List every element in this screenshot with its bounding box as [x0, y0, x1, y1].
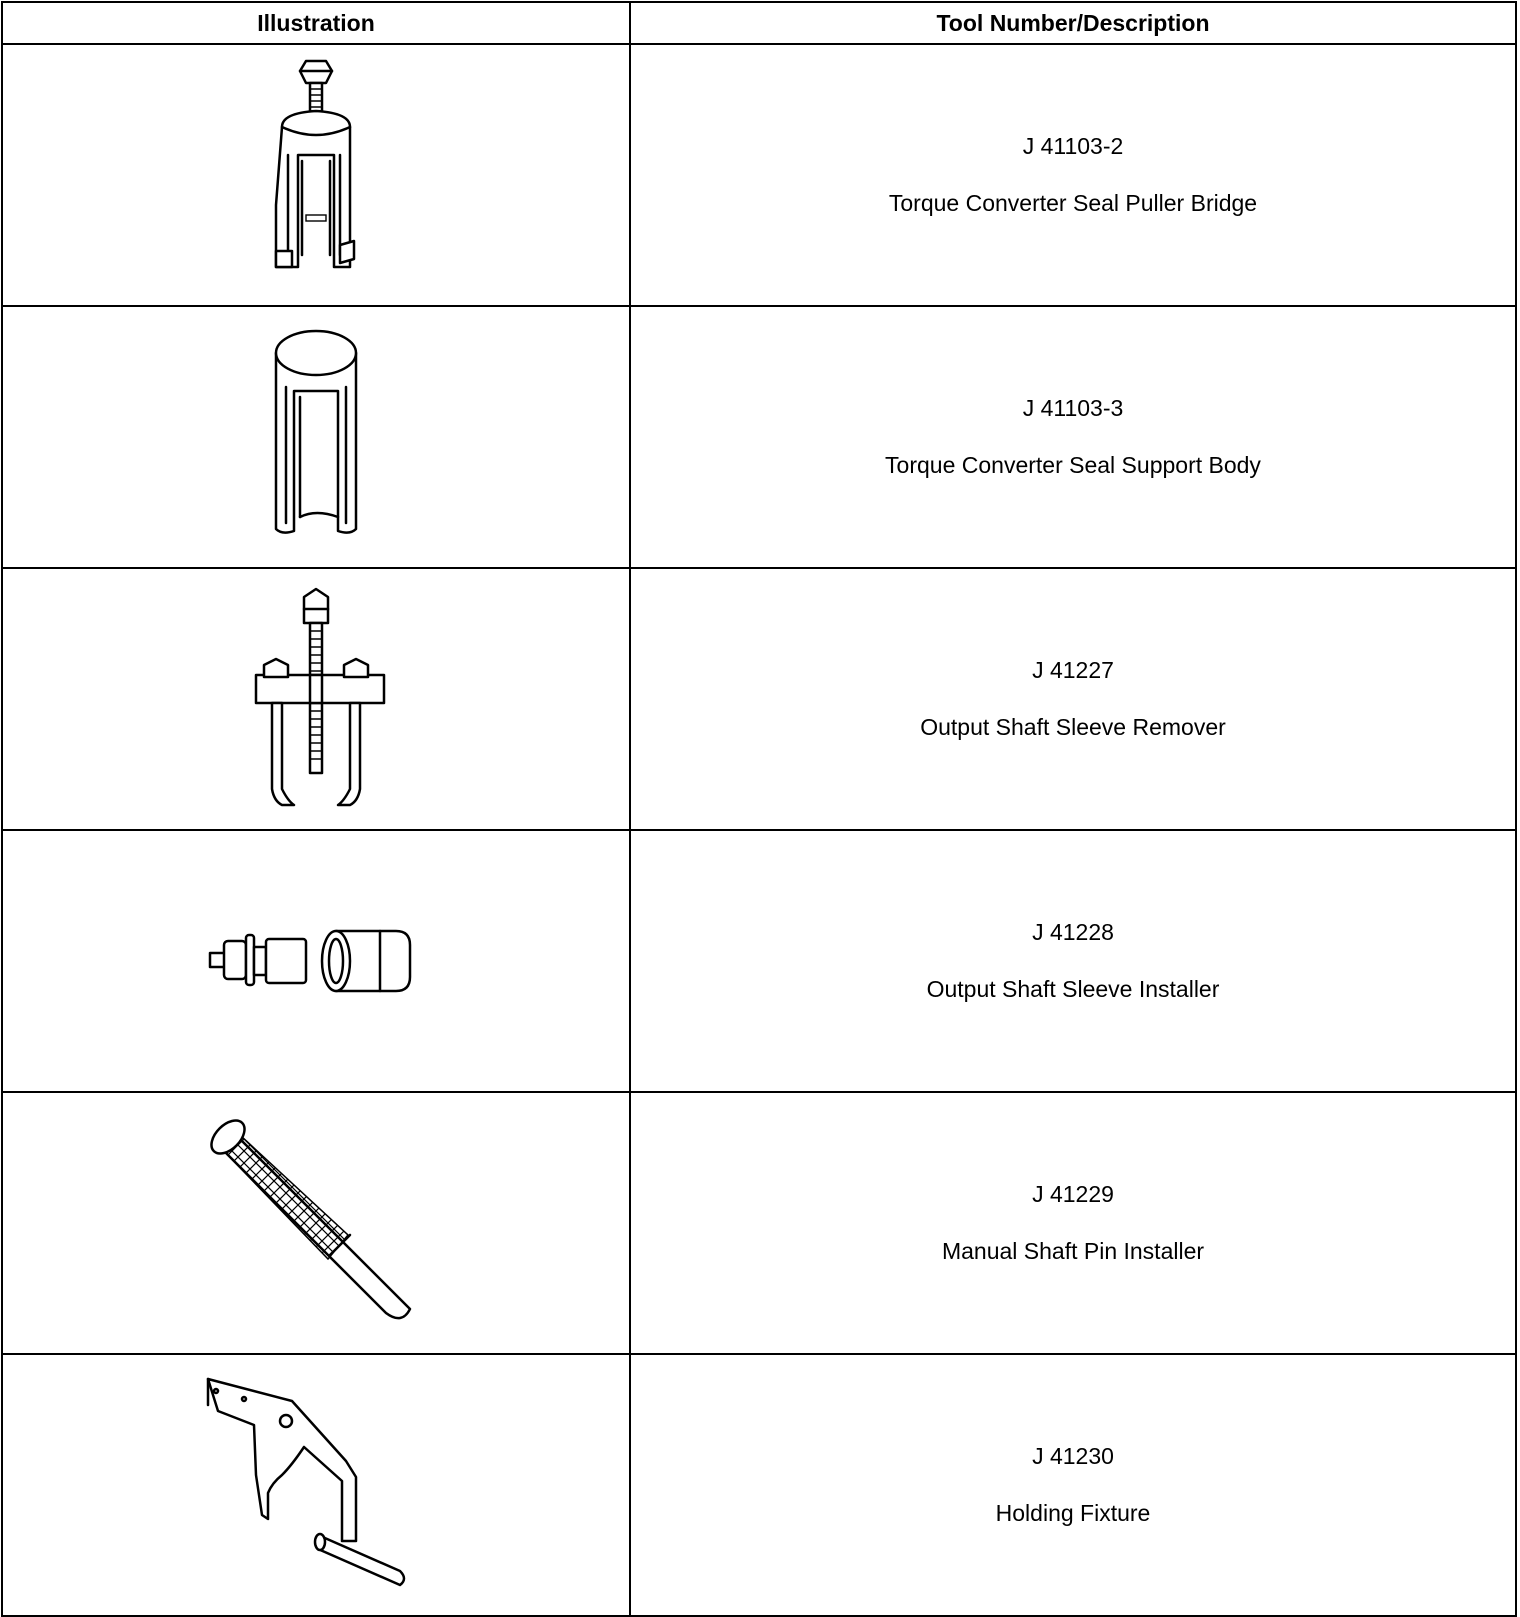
tool-description: Manual Shaft Pin Installer [941, 1238, 1205, 1264]
illustration-cell [2, 306, 630, 568]
tool-number: J 41228 [1032, 919, 1114, 945]
sleeve-installer-icon [196, 901, 436, 1021]
tool-number: J 41227 [1032, 657, 1114, 683]
illustration-cell [2, 568, 630, 830]
seal-puller-bridge-icon [236, 55, 396, 295]
table-header-row [2, 2, 1516, 44]
sleeve-remover-icon [236, 579, 396, 819]
illustration-cell [2, 44, 630, 306]
seal-support-body-icon [236, 317, 396, 557]
special-tools-table [1, 1, 1517, 1617]
pin-installer-icon [196, 1103, 436, 1343]
table-row [2, 1092, 1516, 1354]
holding-fixture-icon [196, 1365, 436, 1605]
table-row [2, 44, 1516, 306]
tool-description: Holding Fixture [995, 1500, 1151, 1526]
illustration-cell [2, 1354, 630, 1616]
table-row [2, 306, 1516, 568]
tool-description-cell [630, 44, 1516, 306]
tool-description-cell [630, 830, 1516, 1092]
tool-number: J 41103-3 [1022, 395, 1124, 421]
tool-description-column-header: Tool Number/Description [630, 2, 1516, 44]
table-row [2, 1354, 1516, 1616]
illustration-column-header: Illustration [2, 2, 630, 44]
tool-description-cell [630, 306, 1516, 568]
table-row [2, 830, 1516, 1092]
tool-number: J 41230 [1032, 1443, 1114, 1469]
tool-description: Output Shaft Sleeve Remover [920, 714, 1226, 740]
table-row [2, 568, 1516, 830]
tool-number: J 41229 [1032, 1181, 1114, 1207]
tool-number: J 41103-2 [1022, 133, 1124, 159]
tool-description-cell [630, 1092, 1516, 1354]
tool-description: Torque Converter Seal Puller Bridge [888, 190, 1258, 216]
tool-description-cell [630, 568, 1516, 830]
tool-description-cell [630, 1354, 1516, 1616]
illustration-cell [2, 830, 630, 1092]
tool-description: Output Shaft Sleeve Installer [926, 976, 1220, 1002]
tool-description: Torque Converter Seal Support Body [885, 452, 1261, 478]
illustration-cell [2, 1092, 630, 1354]
